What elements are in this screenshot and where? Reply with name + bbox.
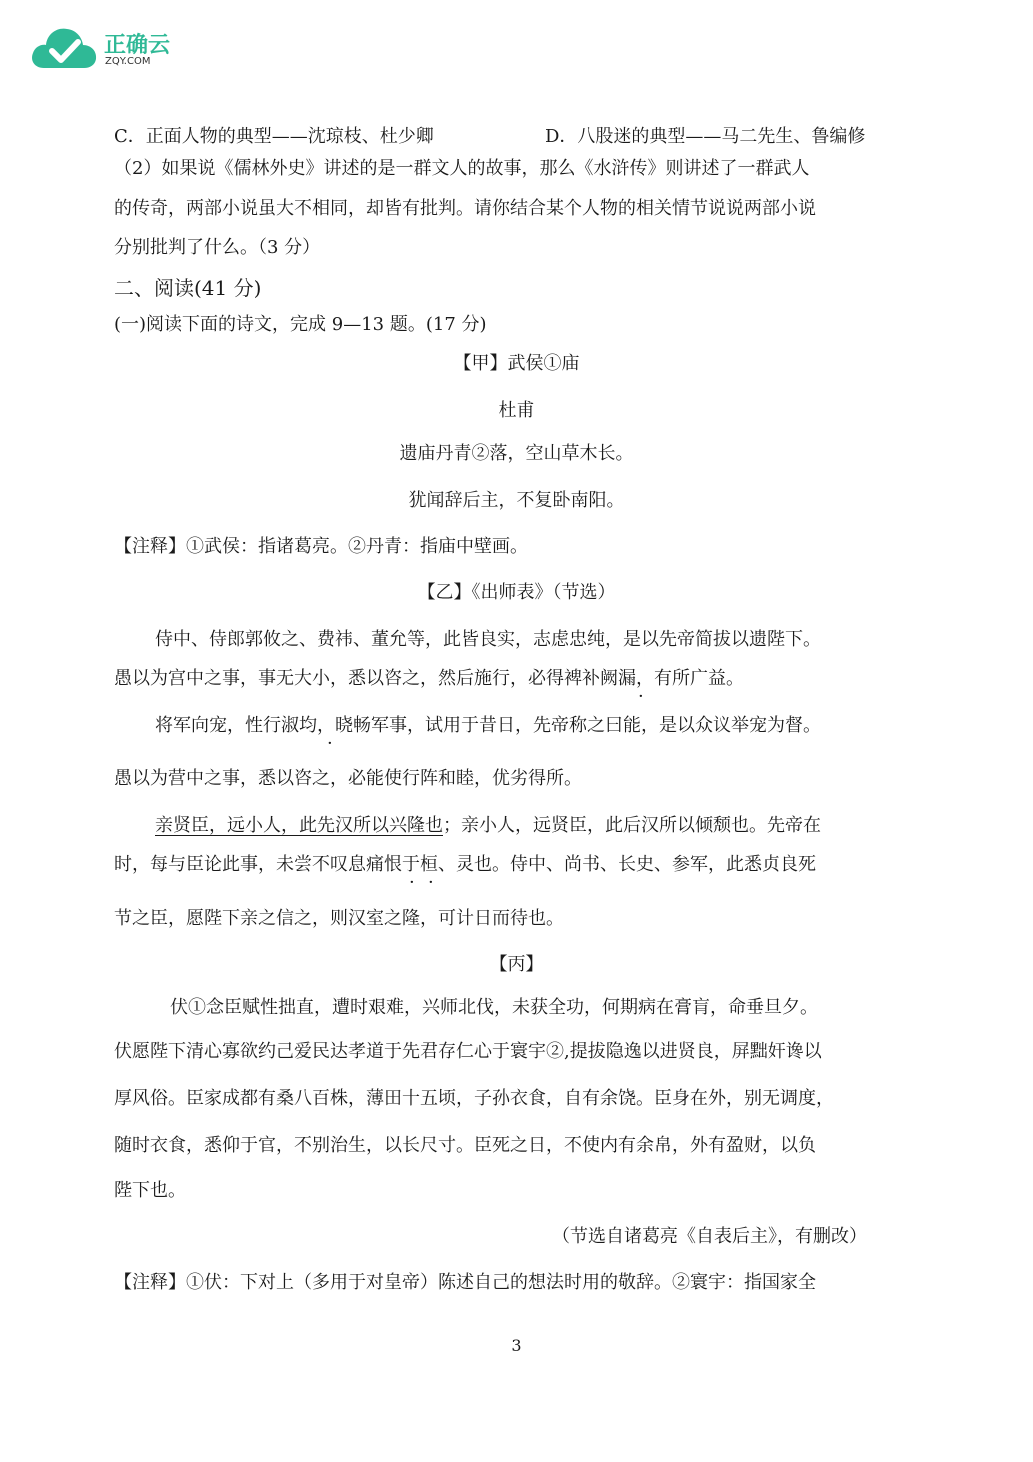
subsection-heading: (一)阅读下面的诗文，完成 9—13 题。(17 分) bbox=[114, 314, 487, 335]
emphasis-dot: · bbox=[638, 686, 644, 707]
passage-title: 【丙】 bbox=[489, 954, 544, 975]
passage-title: 【乙】《出师表》（节选） bbox=[417, 582, 616, 603]
paragraph-line: 伏①念臣赋性拙直，遭时艰难，兴师北伐，未获全功，何期病在膏肓，命垂旦夕。 bbox=[170, 997, 818, 1018]
annotation: 【注释】①伏：下对上（多用于对皇帝）陈述自己的想法时用的敬辞。②寰宇：指国家全 bbox=[114, 1272, 816, 1293]
paragraph-line: 侍中、侍郎郭攸之、费祎、董允等，此皆良实，志虑忠纯，是以先帝简拔以遗陛下。 bbox=[155, 629, 821, 650]
paragraph-line: 愚以为宫中之事，事无大小，悉以咨之，然后施行，必得裨补阙漏，有所广益。 bbox=[114, 668, 744, 689]
paragraph-line: 厚风俗。臣家成都有桑八百株，薄田十五顷，子孙衣食，自有余饶。臣身在外，别无调度， bbox=[114, 1088, 834, 1109]
question-text: 分别批判了什么。（3 分） bbox=[114, 237, 321, 258]
question-text: （2）如果说《儒林外史》讲述的是一群文人的故事，那么《水浒传》则讲述了一群武人 bbox=[114, 158, 810, 179]
cloud-check-icon bbox=[30, 22, 100, 74]
paragraph-line: 随时衣食，悉仰于官，不别治生，以长尺寸。臣死之日，不使内有余帛，外有盈财，以负 bbox=[114, 1135, 816, 1156]
poem-line: 遗庙丹青②落，空山草木长。 bbox=[399, 443, 634, 464]
logo bbox=[30, 22, 190, 74]
paragraph-line: 时，每与臣论此事，未尝不叹息痛恨于桓、灵也。侍中、尚书、长史、参军，此悉贞良死 bbox=[114, 854, 816, 875]
emphasis-dot: · bbox=[327, 733, 333, 754]
paragraph-line: 将军向宠，性行淑均，晓畅军事，试用于昔日，先帝称之曰能，是以众议举宠为督。 bbox=[155, 715, 821, 736]
poem-line: 犹闻辞后主，不复卧南阳。 bbox=[408, 490, 625, 511]
emphasis-dot: · bbox=[409, 872, 415, 893]
paragraph-line: 节之臣，愿陛下亲之信之，则汉室之隆，可计日而待也。 bbox=[114, 908, 564, 929]
option-d: D．八股迷的典型——马二先生、鲁编修 bbox=[545, 126, 866, 147]
logo-text: 正确云 bbox=[104, 33, 171, 58]
section-heading: 二、阅读(41 分) bbox=[114, 276, 262, 300]
sentence-rest: ；亲小人，远贤臣，此后汉所以倾颓也。先帝在 bbox=[443, 815, 821, 836]
option-c: C．正面人物的典型——沈琼枝、杜少卿 bbox=[114, 126, 434, 147]
paragraph-line: 愚以为营中之事，悉以咨之，必能使行阵和睦，优劣得所。 bbox=[114, 768, 582, 789]
source-note: （节选自诸葛亮《自表后主》，有删改） bbox=[552, 1226, 867, 1247]
page-number: 3 bbox=[511, 1336, 522, 1355]
annotation: 【注释】①武侯：指诸葛亮。②丹青：指庙中壁画。 bbox=[114, 536, 528, 557]
question-text: 的传奇，两部小说虽大不相同，却皆有批判。请你结合某个人物的相关情节说说两部小说 bbox=[114, 198, 816, 219]
paragraph-line bbox=[155, 814, 821, 838]
paragraph-line: 伏愿陛下清心寡欲约己爱民达孝道于先君存仁心于寰宇②,提拔隐逸以进贤良，屏黜奸谗以 bbox=[114, 1041, 822, 1062]
paragraph-line: 陛下也。 bbox=[114, 1180, 186, 1201]
emphasis-dot: · bbox=[428, 872, 434, 893]
poem-author: 杜甫 bbox=[498, 400, 535, 421]
underlined-sentence: 亲贤臣，远小人，此先汉所以兴隆也 bbox=[155, 815, 443, 836]
logo-domain: ZQY.COM bbox=[105, 56, 151, 67]
poem-title: 【甲】武侯①庙 bbox=[453, 353, 580, 374]
